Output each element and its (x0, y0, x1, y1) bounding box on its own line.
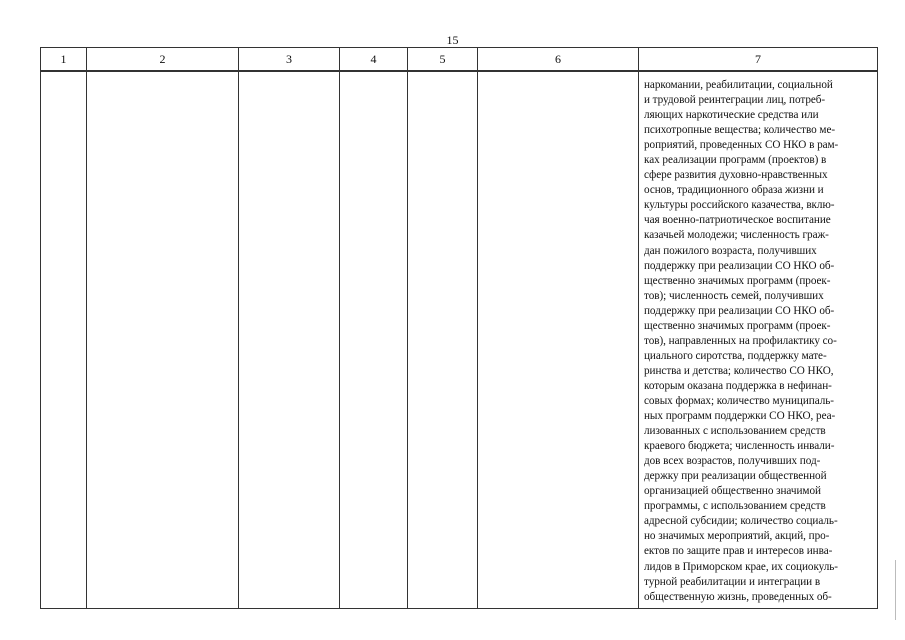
cell-col-3 (239, 71, 340, 609)
column-header-4: 4 (340, 48, 408, 72)
text-line: поддержку при реализации СО НКО об- (644, 304, 835, 317)
text-line: ках реализации программ (проектов) в (644, 154, 827, 167)
text-line: общественную жизнь, проведенных об- (644, 590, 832, 603)
text-line: культуры российского казачества, вклю- (644, 199, 835, 212)
text-line: роприятий, проведенных СО НКО в рам- (644, 139, 839, 152)
column-header-7: 7 (639, 48, 878, 72)
header-row (41, 48, 878, 72)
text-line: турной реабилитации и интеграции в (644, 575, 821, 588)
text-line: чая военно-патриотическое воспитание (644, 214, 831, 227)
text-line: ных программ поддержки СО НКО, реа- (644, 410, 836, 423)
cell-col-7 (639, 71, 878, 609)
cell-col-5 (408, 71, 478, 609)
text-line: наркомании, реабилитации, социальной (644, 79, 833, 91)
text-line: сфере развития духовно-нравственных (644, 169, 828, 182)
page-number: 15 (446, 33, 459, 47)
column-header-1: 1 (41, 48, 87, 72)
text-line: основ, традиционного образа жизни и (644, 184, 824, 197)
table-row (41, 71, 878, 609)
document-table (40, 47, 878, 609)
column-header-2: 2 (87, 48, 239, 72)
text-line: дан пожилого возраста, получивших (644, 244, 817, 257)
column-header-6: 6 (478, 48, 639, 72)
text-line: казачьей молодежи; численность граж- (644, 229, 829, 242)
text-line: совых формах; количество муниципаль- (644, 394, 834, 407)
text-line: держку при реализации общественной (644, 470, 827, 483)
text-line: психотропные вещества; количество ме- (644, 124, 836, 137)
text-line: ектов по защите прав и интересов инва- (644, 545, 833, 558)
text-line: лизованных с использованием средств (644, 425, 826, 438)
column-header-3: 3 (239, 48, 340, 72)
cell-col-2 (87, 71, 239, 609)
cell-col-1 (41, 71, 87, 609)
text-line: ринства и детства; количество СО НКО, (644, 364, 834, 377)
text-line: щественно значимых программ (проек- (644, 274, 831, 287)
text-line: тов), направленных на профилактику со- (644, 334, 837, 347)
text-line: программы, с использованием средств (644, 500, 826, 513)
text-line: поддержку при реализации СО НКО об- (644, 259, 835, 272)
text-line: которым оказана поддержка в нефинан- (644, 379, 832, 392)
text-line: лидов в Приморском крае, их социокуль- (644, 560, 838, 573)
text-line: но значимых мероприятий, акций, про- (644, 530, 830, 543)
text-line: ляющих наркотические средства или (644, 109, 819, 122)
cell-col-6 (478, 71, 639, 609)
scan-edge-mark (895, 560, 898, 620)
cell-col-4 (340, 71, 408, 609)
text-line: адресной субсидии; количество социаль- (644, 515, 838, 528)
text-line: и трудовой реинтеграции лиц, потреб- (644, 94, 826, 107)
text-line: щественно значимых программ (проек- (644, 319, 831, 332)
text-line: дов всех возрастов, получивших под- (644, 455, 821, 468)
text-line: тов); численность семей, получивших (644, 289, 824, 302)
text-line: краевого бюджета; численность инвали- (644, 440, 835, 453)
text-line: организацией общественно значимой (644, 485, 821, 498)
column-header-5: 5 (408, 48, 478, 72)
text-line: циального сиротства, поддержку мате- (644, 349, 827, 362)
